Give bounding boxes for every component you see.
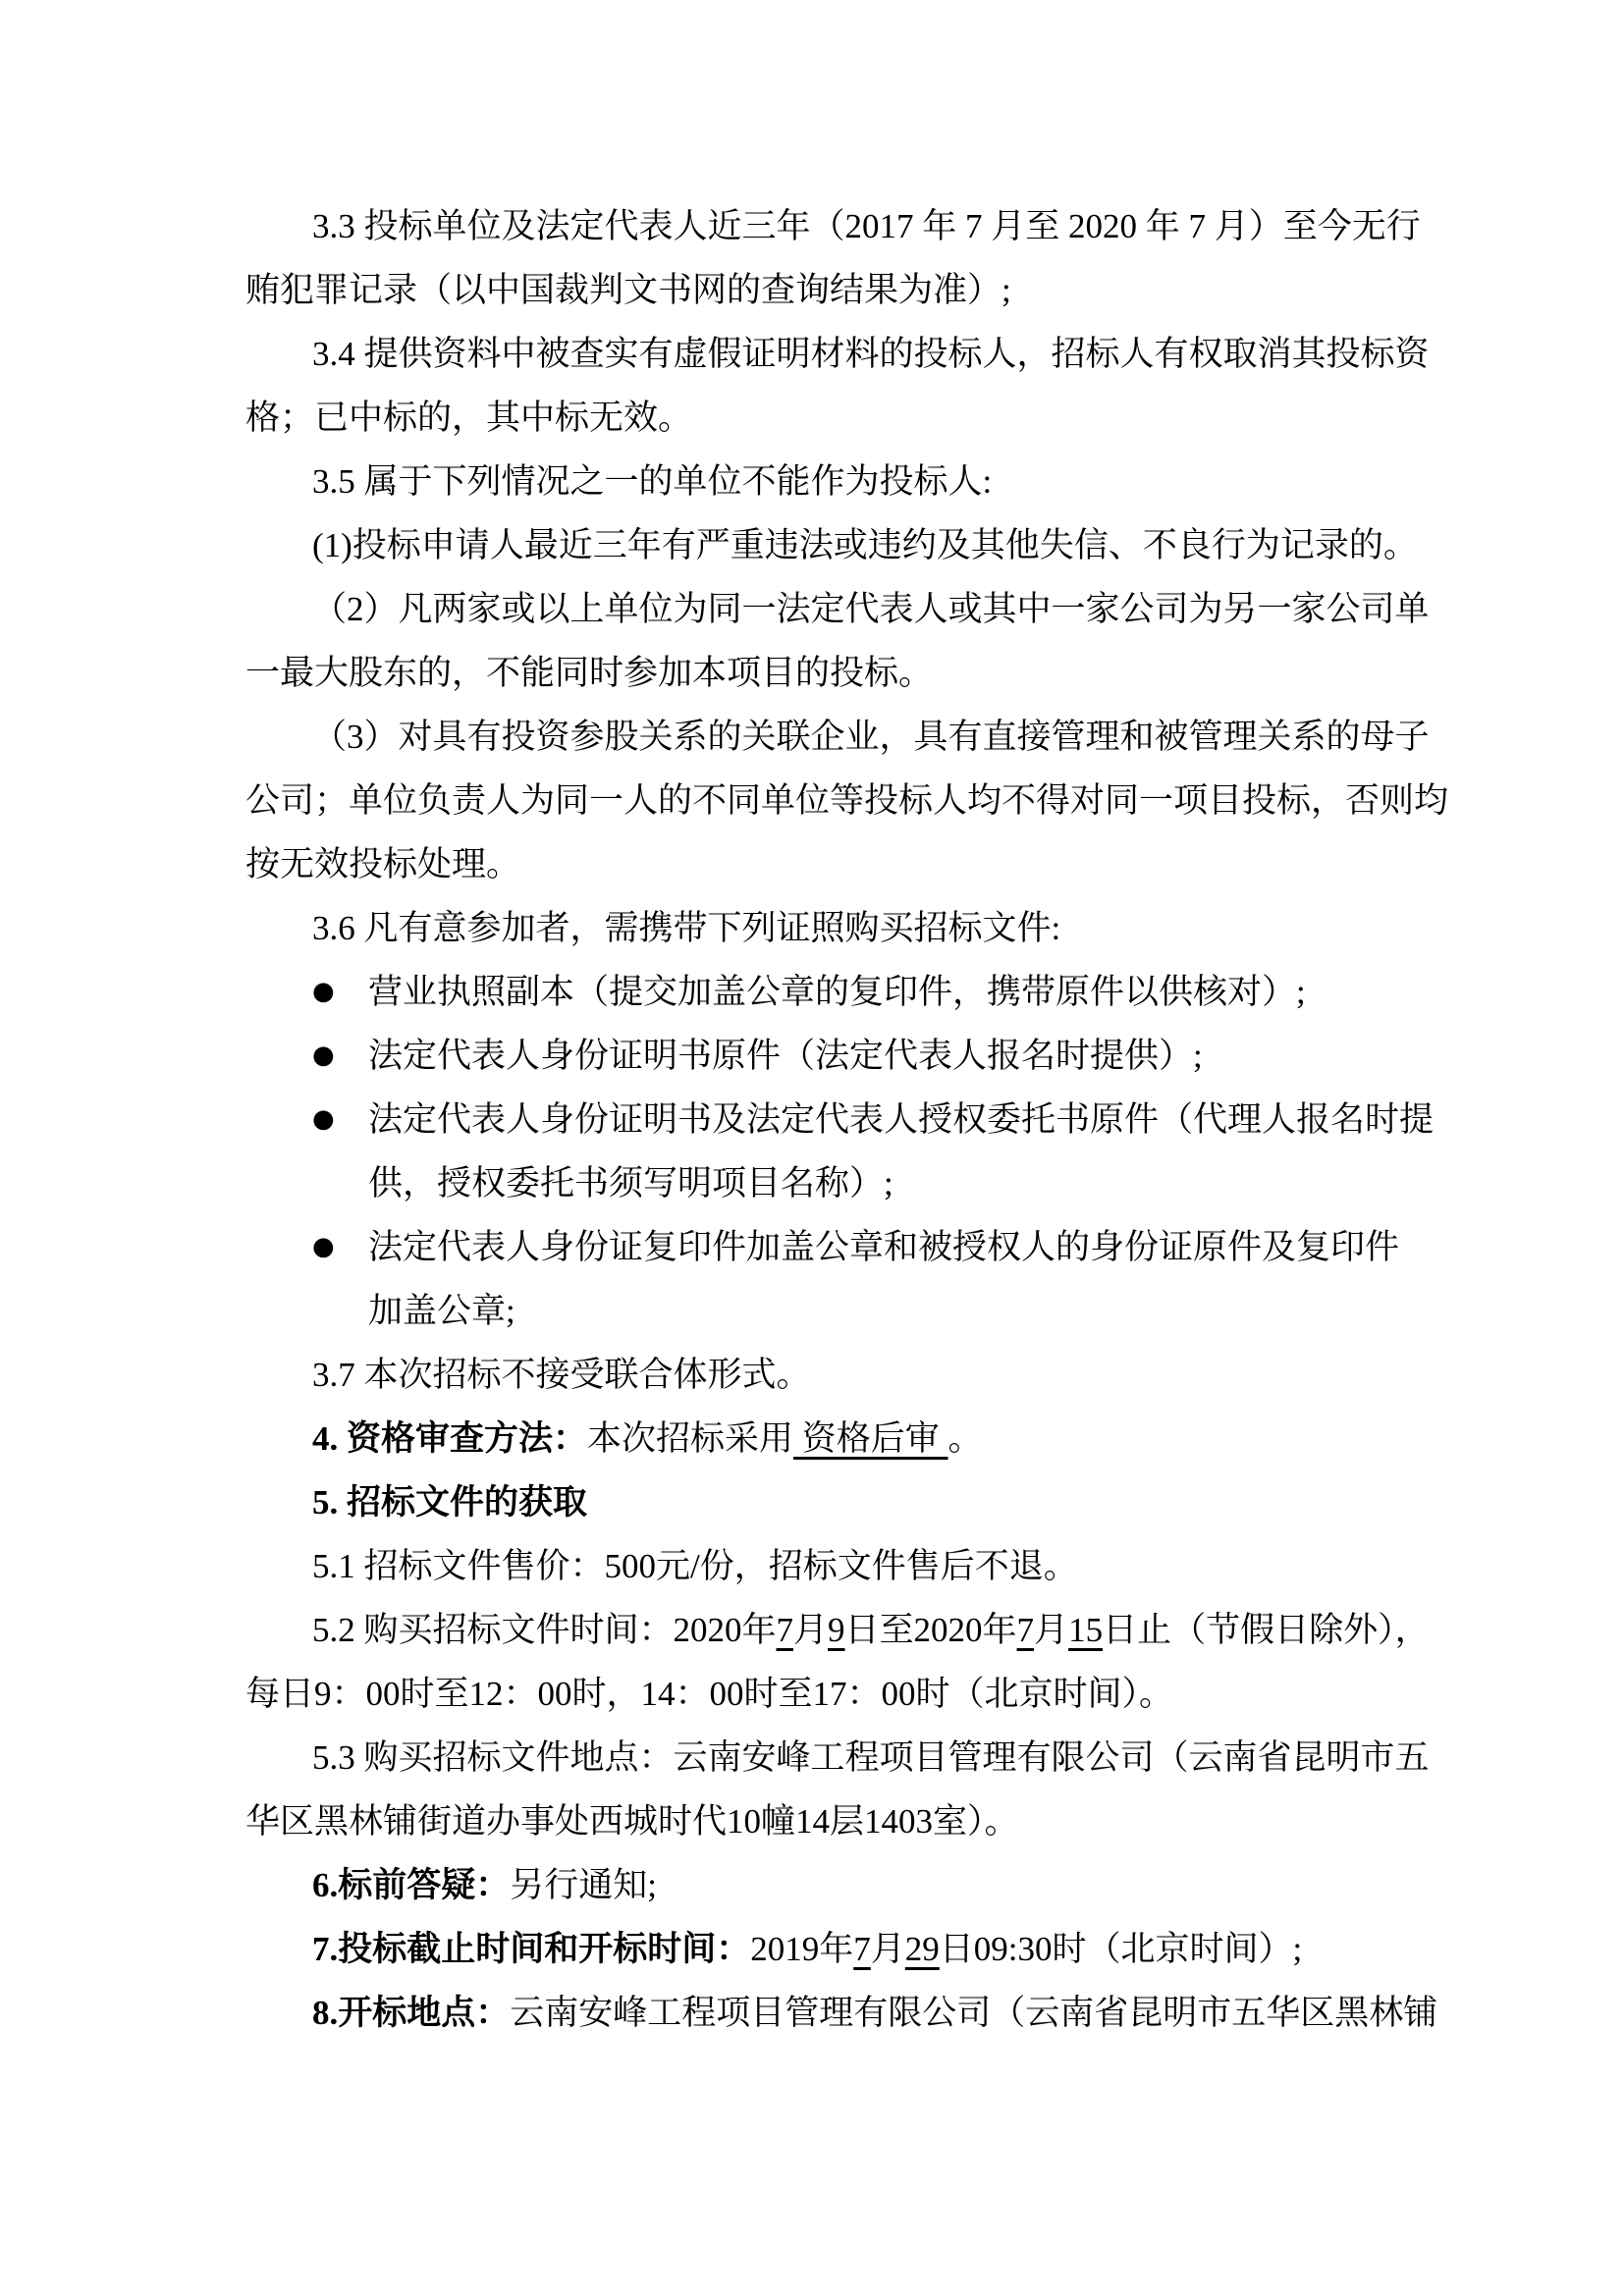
heading-text: 7.投标截止时间和开标时间： (312, 1930, 751, 1968)
bullet-icon: ● (312, 1041, 335, 1070)
document-line (245, 960, 1384, 1024)
body-text: 法定代表人身份证复印件加盖公章和被授权人的身份证原件及复印件 (368, 1228, 1400, 1266)
document-line (245, 1981, 1438, 2045)
body-text: 5.3 购买招标文件地点：云南安峰工程项目管理有限公司（云南省昆明市五 (312, 1738, 1430, 1777)
body-text: 公司；单位负责人为同一人的不同单位等投标人均不得对同一项目投标，否则均 (245, 781, 1449, 820)
body-text: 华区黑林铺街道办事处西城时代10幢14层1403室）。 (245, 1802, 1019, 1841)
body-text: 日至2020年 (844, 1611, 1017, 1649)
document-line (245, 1279, 1384, 1343)
document-line (245, 1024, 1384, 1088)
body-text: 贿犯罪记录（以中国裁判文书网的查询结果为准）; (245, 271, 1011, 309)
document-line (245, 1407, 1384, 1470)
body-text: 月 (1034, 1611, 1069, 1649)
bullet-icon: ● (312, 1104, 335, 1134)
document-line (245, 450, 1384, 513)
document-line (245, 1151, 1384, 1215)
document-line (245, 1343, 1384, 1407)
document-line (245, 1598, 1430, 1662)
body-text: 云南安峰工程项目管理有限公司（云南省昆明市五华区黑林铺 (510, 1994, 1438, 2032)
body-text: 格；已中标的，其中标无效。 (245, 399, 693, 437)
body-text: 加盖公章; (368, 1292, 515, 1330)
document-line (245, 194, 1421, 258)
heading-text: 8.开标地点： (312, 1994, 511, 2032)
body-text: (1)投标申请人最近三年有严重违法或违约及其他失信、不良行为记录的。 (312, 526, 1418, 564)
document-line (245, 1088, 1435, 1151)
body-text: （2）凡两家或以上单位为同一法定代表人或其中一家公司为另一家公司单 (312, 590, 1430, 628)
body-text: 月 (793, 1611, 829, 1649)
body-text: 7 (1016, 1611, 1035, 1649)
body-text: 2019年 (750, 1930, 854, 1968)
heading-text: 5. 招标文件的获取 (312, 1483, 588, 1522)
document-line (245, 513, 1418, 577)
body-text: 3.5 属于下列情况之一的单位不能作为投标人: (312, 462, 993, 501)
body-text: 7 (776, 1611, 794, 1649)
body-text: 日09:30时（北京时间）; (939, 1930, 1303, 1968)
document-line (245, 577, 1430, 641)
body-text: 每日9：00时至12：00时，14：00时至17：00时（北京时间）。 (245, 1675, 1174, 1713)
document-content (245, 194, 1449, 2045)
document-line (245, 896, 1384, 960)
document-line (245, 1662, 1384, 1726)
body-text: 供，授权委托书须写明项目名称）; (368, 1164, 893, 1202)
document-line (245, 1215, 1400, 1279)
body-text: 5.2 购买招标文件时间：2020年 (312, 1611, 777, 1649)
bullet-icon: ● (312, 1232, 335, 1261)
document-line (245, 1789, 1384, 1853)
body-text: 3.3 投标单位及法定代表人近三年（2017 年 7 月至 2020 年 7 月）至今无行 (312, 207, 1421, 245)
document-line (245, 1470, 1384, 1534)
body-text: 月 (870, 1930, 905, 1968)
body-text: 本次招标采用 (587, 1419, 794, 1458)
body-text: 29 (904, 1930, 940, 1968)
document-line (245, 1726, 1430, 1789)
body-text: 9 (828, 1611, 845, 1649)
body-text: 营业执照副本（提交加盖公章的复印件，携带原件以供核对）; (368, 973, 1306, 1011)
document-line (245, 258, 1384, 322)
body-text: 3.6 凡有意参加者，需携带下列证照购买招标文件: (312, 909, 1061, 947)
body-text: 按无效投标处理。 (245, 845, 521, 883)
document-line (245, 705, 1430, 769)
body-text: 7 (853, 1930, 871, 1968)
bullet-icon: ● (312, 977, 335, 1006)
body-text: 日止（节假日除外）， (1103, 1611, 1430, 1649)
body-text: 15 (1068, 1611, 1104, 1649)
document-line (245, 386, 1384, 450)
document-line (245, 1853, 1384, 1917)
body-text: 。 (947, 1419, 983, 1458)
body-text: 3.7 本次招标不接受联合体形式。 (312, 1356, 811, 1394)
document-line (245, 1917, 1384, 1981)
body-text: 一最大股东的，不能同时参加本项目的投标。 (245, 654, 934, 692)
document-line (245, 322, 1430, 386)
body-text: （3）对具有投资参股关系的关联企业，具有直接管理和被管理关系的母子 (312, 718, 1430, 756)
heading-text: 6.标前答疑： (312, 1866, 511, 1904)
body-text: 法定代表人身份证明书原件（法定代表人报名时提供）; (368, 1037, 1203, 1075)
body-text: 资格后审 (793, 1419, 948, 1458)
document-line (245, 641, 1384, 705)
document-line (245, 832, 1384, 896)
body-text: 另行通知; (510, 1866, 657, 1904)
heading-text: 4. 资格审查方法： (312, 1419, 588, 1458)
body-text: 3.4 提供资料中被查实有虚假证明材料的投标人，招标人有权取消其投标资 (312, 335, 1430, 373)
document-line (245, 769, 1449, 832)
document-line (245, 1534, 1384, 1598)
body-text: 5.1 招标文件售价：500元/份，招标文件售后不退。 (312, 1547, 1078, 1585)
body-text: 法定代表人身份证明书及法定代表人授权委托书原件（代理人报名时提 (368, 1100, 1435, 1139)
